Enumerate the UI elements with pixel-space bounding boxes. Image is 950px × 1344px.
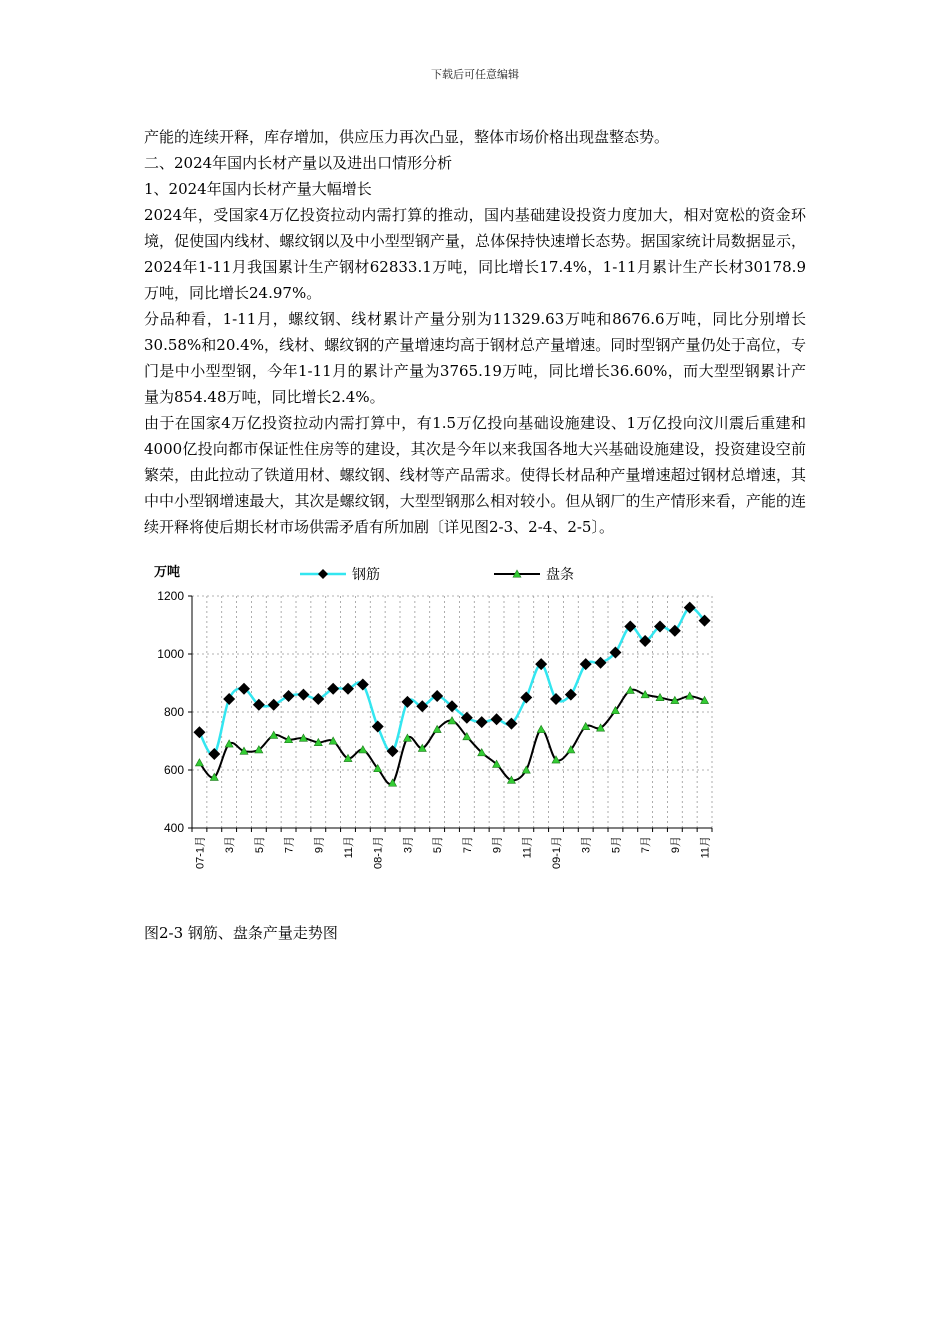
data-point-1 [357,678,369,690]
y-tick-label: 600 [163,763,184,777]
data-point-1 [476,716,488,728]
data-point-2 [522,766,530,773]
legend-label-1: 钢筋 [352,566,380,582]
data-point-1 [312,693,324,705]
x-tick-label: 3月 [402,836,415,854]
x-tick-label: 08-1月 [372,836,385,870]
data-point-1 [372,721,384,733]
x-tick-label: 9月 [669,836,682,854]
subsection-heading: 1、2024年国内长材产量大幅增长 [144,180,372,198]
data-point-1 [401,696,413,708]
production-chart [144,556,744,896]
y-axis-label: 万吨 [154,564,181,579]
paragraph: 2024年，受国家4万亿投资拉动内需打算的推动，国内基础建设投资力度加大，相对宽松的资金环境，促使国内线材、螺纹钢以及中小型型钢产量，总体保持快速增长态势。据国家统计局数据显示，2024年1-11月我国累计生产钢材62833.1万吨，同比增长17.4%，1-11月累计生产长材30178.9万吨，同比增长24.97%。 [144,206,806,302]
x-tick-label: 5月 [432,836,445,854]
data-point-1 [520,692,532,704]
y-tick-label: 1000 [157,647,184,661]
data-point-1 [595,657,607,669]
figure-caption: 图2-3 钢筋、盘条产量走势图 [144,924,338,942]
legend-marker-1 [318,569,328,579]
data-point-1 [342,683,354,695]
x-tick-label: 11月 [521,836,534,859]
x-tick-label: 7月 [283,836,296,854]
data-point-1 [193,726,205,738]
x-tick-label: 5月 [610,836,623,854]
x-tick-label: 3月 [224,836,237,854]
data-point-1 [268,699,280,711]
data-point-1 [387,745,399,757]
data-point-2 [537,725,545,732]
legend-label-2: 盘条 [546,566,574,582]
paragraph: 由于在国家4万亿投资拉动内需打算中，有1.5万亿投向基础设施建设、1万亿投向汶川震后重建和4000亿投向都市保证性住房等的建设，其次是今年以来我国各地大兴基础设施建设，投资建设空前繁荣，由此拉动了铁道用材、螺纹钢、线材等产品需求。使得长材品种产量增速超过钢材总增速，其中中小型钢增速最大，其次是螺纹钢，大型型钢那么相对较小。但从钢厂的生产情形来看，产能的连续开释将使后期长材市场供需矛盾有所加剧〔详见图2-3、2-4、2-5〕。 [144,414,806,536]
page-header: 下载后可任意编辑 [431,68,519,81]
x-tick-label: 9月 [313,836,326,854]
data-point-1 [431,690,443,702]
data-point-1 [550,693,562,705]
x-tick-label: 7月 [640,836,653,854]
data-point-1 [297,689,309,701]
data-point-1 [491,713,503,725]
data-point-1 [580,658,592,670]
data-point-1 [327,683,339,695]
data-point-1 [283,690,295,702]
x-tick-label: 3月 [580,836,593,854]
x-tick-label: 9月 [491,836,504,854]
x-tick-label: 5月 [253,836,266,854]
x-tick-label: 07-1月 [194,836,207,870]
section-heading: 二、2024年国内长材产量以及进出口情形分析 [144,154,453,172]
data-point-1 [208,748,220,760]
data-point-1 [416,700,428,712]
data-point-2 [389,779,397,786]
y-tick-label: 1200 [157,589,184,603]
x-tick-label: 11月 [699,836,712,859]
chart-svg [144,556,744,896]
data-point-2 [195,759,203,766]
paragraph: 产能的连续开释，库存增加，供应压力再次凸显，整体市场价格出现盘整态势。 [144,128,670,146]
x-tick-label: 7月 [461,836,474,854]
x-tick-label: 09-1月 [551,836,563,870]
x-tick-label: 11月 [343,836,355,859]
y-tick-label: 800 [163,705,184,719]
data-point-1 [223,693,235,705]
document-body [144,124,806,540]
paragraph: 分品种看，1-11月，螺纹钢、线材累计产量分别为11329.63万吨和8676.6万吨，同比分别增长30.58%和20.4%，线材、螺纹钢的产量增速均高于钢材总产量增速。同时型钢产量仍处于高位，专门是中小型型钢，今年1-11月的累计产量为3765.19万吨，同比增长36.60%，而大型型钢累计产量为854.48万吨，同比增长2.4%。 [144,310,806,406]
y-tick-label: 400 [163,821,184,835]
